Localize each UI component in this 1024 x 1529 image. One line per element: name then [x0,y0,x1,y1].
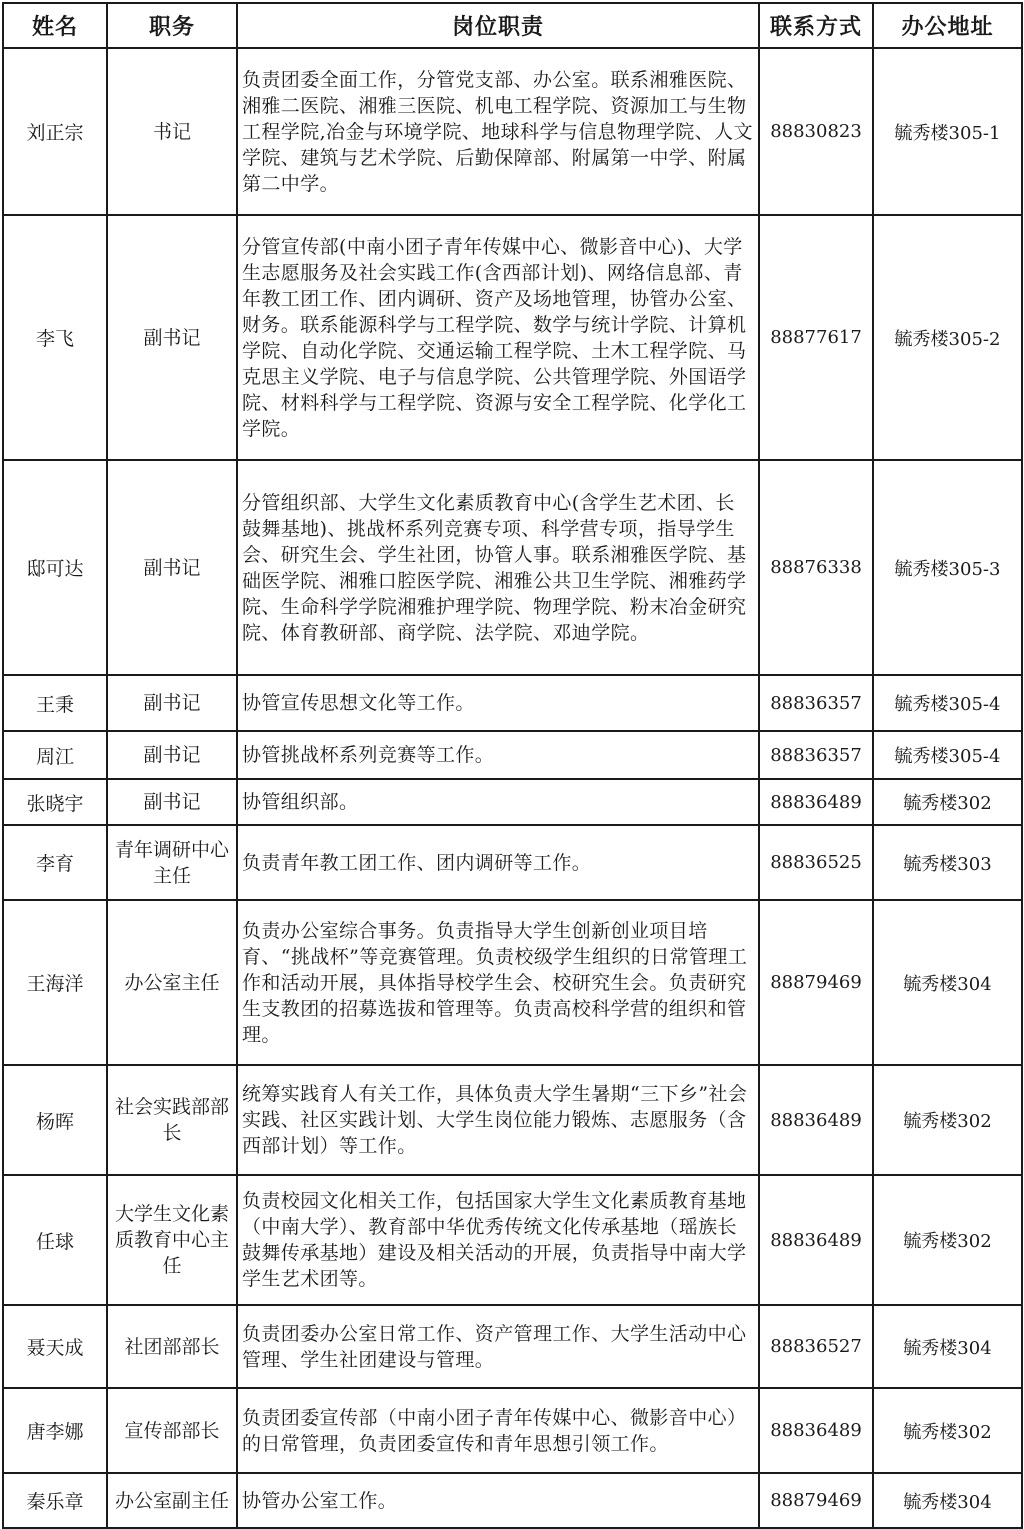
cell-phone: 88836489 [759,779,873,825]
cell-phone: 88836489 [759,1388,873,1473]
cell-address: 毓秀楼304 [873,1473,1022,1528]
cell-duty: 负责团委办公室日常工作、资产管理工作、大学生活动中心管理、学生社团建设与管理。 [237,1305,759,1388]
cell-name: 秦乐章 [3,1473,107,1528]
cell-duty: 协管宣传思想文化等工作。 [237,675,759,731]
cell-name: 邸可达 [3,460,107,675]
cell-address: 毓秀楼303 [873,825,1022,900]
table-row [3,215,1022,460]
cell-role: 大学生文化素质教育中心主任 [107,1175,237,1305]
cell-address: 毓秀楼302 [873,779,1022,825]
header-name: 姓名 [3,3,107,48]
cell-phone: 88879469 [759,900,873,1065]
cell-phone: 88836357 [759,675,873,731]
table-row [3,1175,1022,1305]
header-address: 办公地址 [873,3,1022,48]
cell-phone: 88836489 [759,1065,873,1175]
cell-role: 副书记 [107,215,237,460]
cell-name: 张晓宇 [3,779,107,825]
table-row [3,48,1022,215]
cell-address: 毓秀楼305-4 [873,731,1022,779]
cell-role: 社团部部长 [107,1305,237,1388]
cell-phone: 88876338 [759,460,873,675]
cell-address: 毓秀楼305-3 [873,460,1022,675]
cell-address: 毓秀楼305-4 [873,675,1022,731]
cell-role: 副书记 [107,460,237,675]
cell-duty: 负责团委全面工作，分管党支部、办公室。联系湘雅医院、湘雅二医院、湘雅三医院、机电工程学院、资源加工与生物工程学院,冶金与环境学院、地球科学与信息物理学院、人文学院、建筑与艺术学院、后勤保障部、附属第一中学、附属第二中学。 [237,48,759,215]
cell-duty: 统筹实践育人有关工作，具体负责大学生暑期“三下乡”社会实践、社区实践计划、大学生岗位能力锻炼、志愿服务（含西部计划）等工作。 [237,1065,759,1175]
cell-name: 王海洋 [3,900,107,1065]
cell-duty: 协管挑战杯系列竞赛等工作。 [237,731,759,779]
cell-address: 毓秀楼302 [873,1175,1022,1305]
cell-name: 任球 [3,1175,107,1305]
cell-address: 毓秀楼304 [873,900,1022,1065]
cell-role: 副书记 [107,675,237,731]
cell-phone: 88879469 [759,1473,873,1528]
cell-phone: 88877617 [759,215,873,460]
cell-name: 周江 [3,731,107,779]
cell-role: 办公室副主任 [107,1473,237,1528]
table-row [3,731,1022,779]
cell-role: 副书记 [107,731,237,779]
table-row [3,460,1022,675]
table-row [3,1065,1022,1175]
header-role: 职务 [107,3,237,48]
table-row [3,779,1022,825]
cell-name: 聂天成 [3,1305,107,1388]
table-row [3,1473,1022,1528]
table-row [3,825,1022,900]
cell-duty: 负责青年教工团工作、团内调研等工作。 [237,825,759,900]
cell-duty: 协管组织部。 [237,779,759,825]
cell-role: 书记 [107,48,237,215]
cell-name: 刘正宗 [3,48,107,215]
cell-duty: 协管办公室工作。 [237,1473,759,1528]
cell-address: 毓秀楼305-1 [873,48,1022,215]
cell-role: 社会实践部部长 [107,1065,237,1175]
cell-role: 办公室主任 [107,900,237,1065]
cell-role: 青年调研中心主任 [107,825,237,900]
table-row [3,675,1022,731]
cell-phone: 88836527 [759,1305,873,1388]
cell-name: 李飞 [3,215,107,460]
cell-name: 李育 [3,825,107,900]
cell-phone: 88836525 [759,825,873,900]
cell-role: 副书记 [107,779,237,825]
cell-address: 毓秀楼302 [873,1388,1022,1473]
cell-address: 毓秀楼304 [873,1305,1022,1388]
cell-duty: 负责团委宣传部（中南小团子青年传媒中心、微影音中心）的日常管理，负责团委宣传和青年思想引领工作。 [237,1388,759,1473]
cell-address: 毓秀楼302 [873,1065,1022,1175]
cell-duty: 负责校园文化相关工作，包括国家大学生文化素质教育基地（中南大学）、教育部中华优秀传统文化传承基地（瑶族长鼓舞传承基地）建设及相关活动的开展，负责指导中南大学学生艺术团等。 [237,1175,759,1305]
cell-phone: 88830823 [759,48,873,215]
table-row [3,900,1022,1065]
header-phone: 联系方式 [759,3,873,48]
table-row [3,1388,1022,1473]
header-duty: 岗位职责 [237,3,759,48]
cell-name: 王秉 [3,675,107,731]
cell-duty: 分管组织部、大学生文化素质教育中心(含学生艺术团、长鼓舞基地)、挑战杯系列竞赛专项、科学营专项，指导学生会、研究生会、学生社团，协管人事。联系湘雅医学院、基础医学院、湘雅口腔医学院、湘雅公共卫生学院、湘雅药学院、生命科学学院湘雅护理学院、物理学院、粉末冶金研究院、体育教研部、商学院、法学院、邓迪学院。 [237,460,759,675]
cell-name: 杨晖 [3,1065,107,1175]
cell-phone: 88836489 [759,1175,873,1305]
table-row [3,1305,1022,1388]
cell-phone: 88836357 [759,731,873,779]
header-row [3,3,1022,48]
staff-duty-table [2,2,1023,1529]
cell-address: 毓秀楼305-2 [873,215,1022,460]
cell-name: 唐李娜 [3,1388,107,1473]
cell-duty: 分管宣传部(中南小团子青年传媒中心、微影音中心)、大学生志愿服务及社会实践工作(含西部计划)、网络信息部、青年教工团工作、团内调研、资产及场地管理，协管办公室、财务。联系能源科学与工程学院、数学与统计学院、计算机学院、自动化学院、交通运输工程学院、土木工程学院、马克思主义学院、电子与信息学院、公共管理学院、外国语学院、材料科学与工程学院、资源与安全工程学院、化学化工学院。 [237,215,759,460]
cell-role: 宣传部部长 [107,1388,237,1473]
cell-duty: 负责办公室综合事务。负责指导大学生创新创业项目培育、“挑战杯”等竞赛管理。负责校级学生组织的日常管理工作和活动开展，具体指导校学生会、校研究生会。负责研究生支教团的招募选拔和管理等。负责高校科学营的组织和管理。 [237,900,759,1065]
